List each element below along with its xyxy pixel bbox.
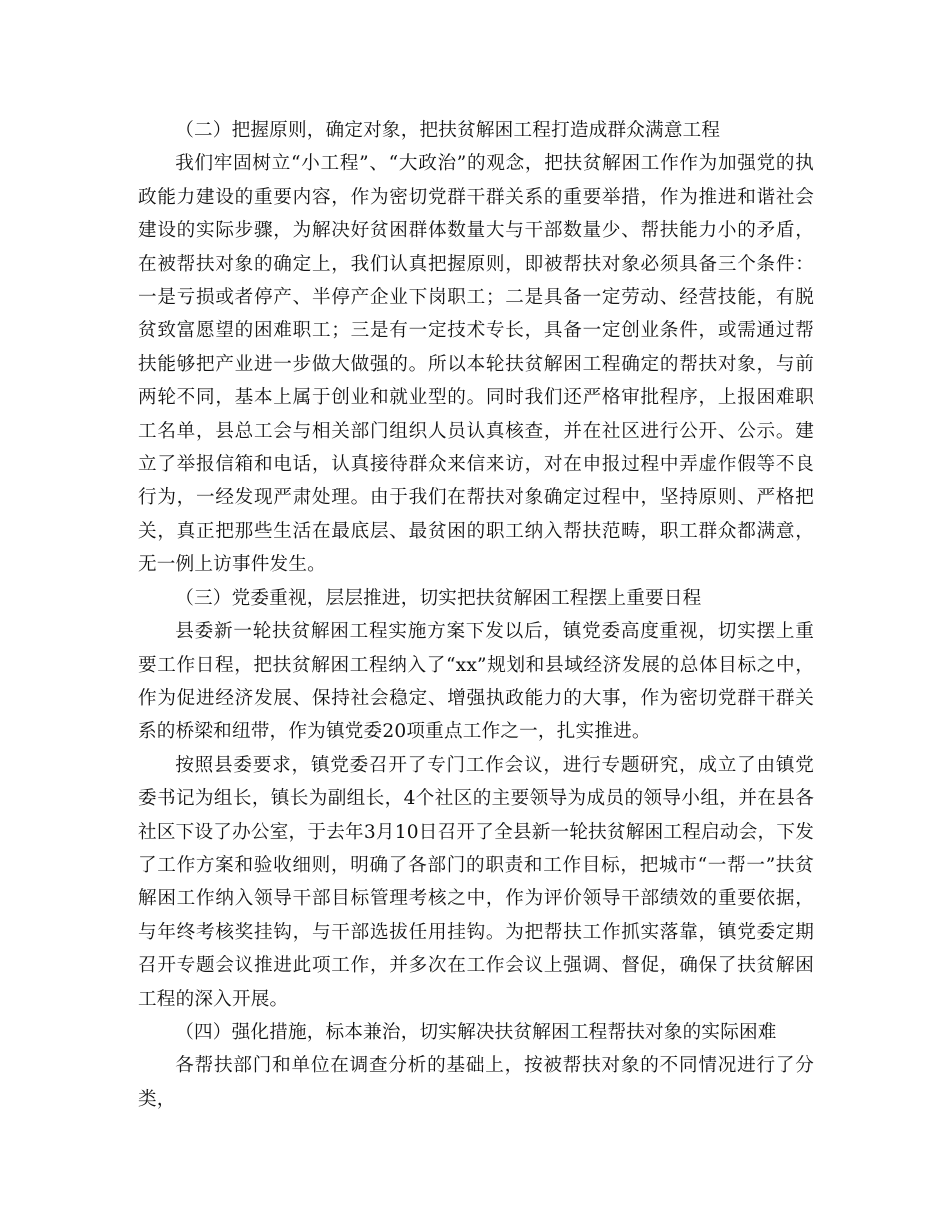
section-heading-4: （四）强化措施，标本兼治，切实解决扶贫解困工程帮扶对象的实际困难: [175, 1021, 777, 1043]
section-heading-3: （三）党委重视，层层推进，切实把扶贫解困工程摆上重要日程: [175, 587, 702, 609]
body-paragraph: 我们牢固树立“小工程”、“大政治”的观念，把扶贫解困工作作为加强党的执政能力建设的重要内容，作为密切党群干群关系的重要举措，作为推进和谐社会建设的实际步骤，为解决好贫困群体数量大与干部数量少、帮扶能力小的矛盾，在被帮扶对象的确定上，我们认真把握原则，即被帮扶对象必须具备三个条件：一是亏损或者停产、半停产企业下岗职工；二是具备一定劳动、经营技能，有脱贫致富愿望的困难职工；三是有一定技术专长，具备一定创业条件，或需通过帮扶能够把产业进一步做大做强的。所以本轮扶贫解困工程确定的帮扶对象，与前两轮不同，基本上属于创业和就业型的。同时我们还严格审批程序，上报困难职工名单，县总工会与相关部门组织人员认真核查，并在社区进行公开、公示。建立了举报信箱和电话，认真接待群众来信来访，对在申报过程中弄虚作假等不良行为，一经发现严肃处理。由于我们在帮扶对象确定过程中，坚持原则、严格把关，真正把那些生活在最底层、最贫困的职工纳入帮扶范畴，职工群众都满意，无一例上访事件发生。: [138, 153, 814, 576]
body-paragraph: 各帮扶部门和单位在调查分析的基础上，按被帮扶对象的不同情况进行了分类，: [138, 1055, 814, 1110]
body-paragraph: 按照县委要求，镇党委召开了专门工作会议，进行专题研究，成立了由镇党委书记为组长，镇长为副组长，4个社区的主要领导为成员的领导小组，并在县各社区下设了办公室，于去年3月10日召开了全县新一轮扶贫解困工程启动会，下发了工作方案和验收细则，明确了各部门的职责和工作目标，把城市“一帮一”扶贫解困工作纳入领导干部目标管理考核之中，作为评价领导干部绩效的重要依据，与年终考核奖挂钩，与干部选拔任用挂钩。为把帮扶工作抓实落靠，镇党委定期召开专题会议推进此项工作，并多次在工作会议上强调、督促，确保了扶贫解困工程的深入开展。: [138, 754, 814, 1010]
section-heading-2: （二）把握原则，确定对象，把扶贫解困工程打造成群众满意工程: [175, 120, 721, 141]
body-paragraph: 县委新一轮扶贫解困工程实施方案下发以后，镇党委高度重视，切实摆上重要工作日程，把扶贫解困工程纳入了“xx”规划和县域经济发展的总体目标之中，作为促进经济发展、保持社会稳定、增强执政能力的大事，作为密切党群干群关系的桥梁和纽带，作为镇党委20项重点工作之一，扎实推进。: [138, 621, 814, 743]
